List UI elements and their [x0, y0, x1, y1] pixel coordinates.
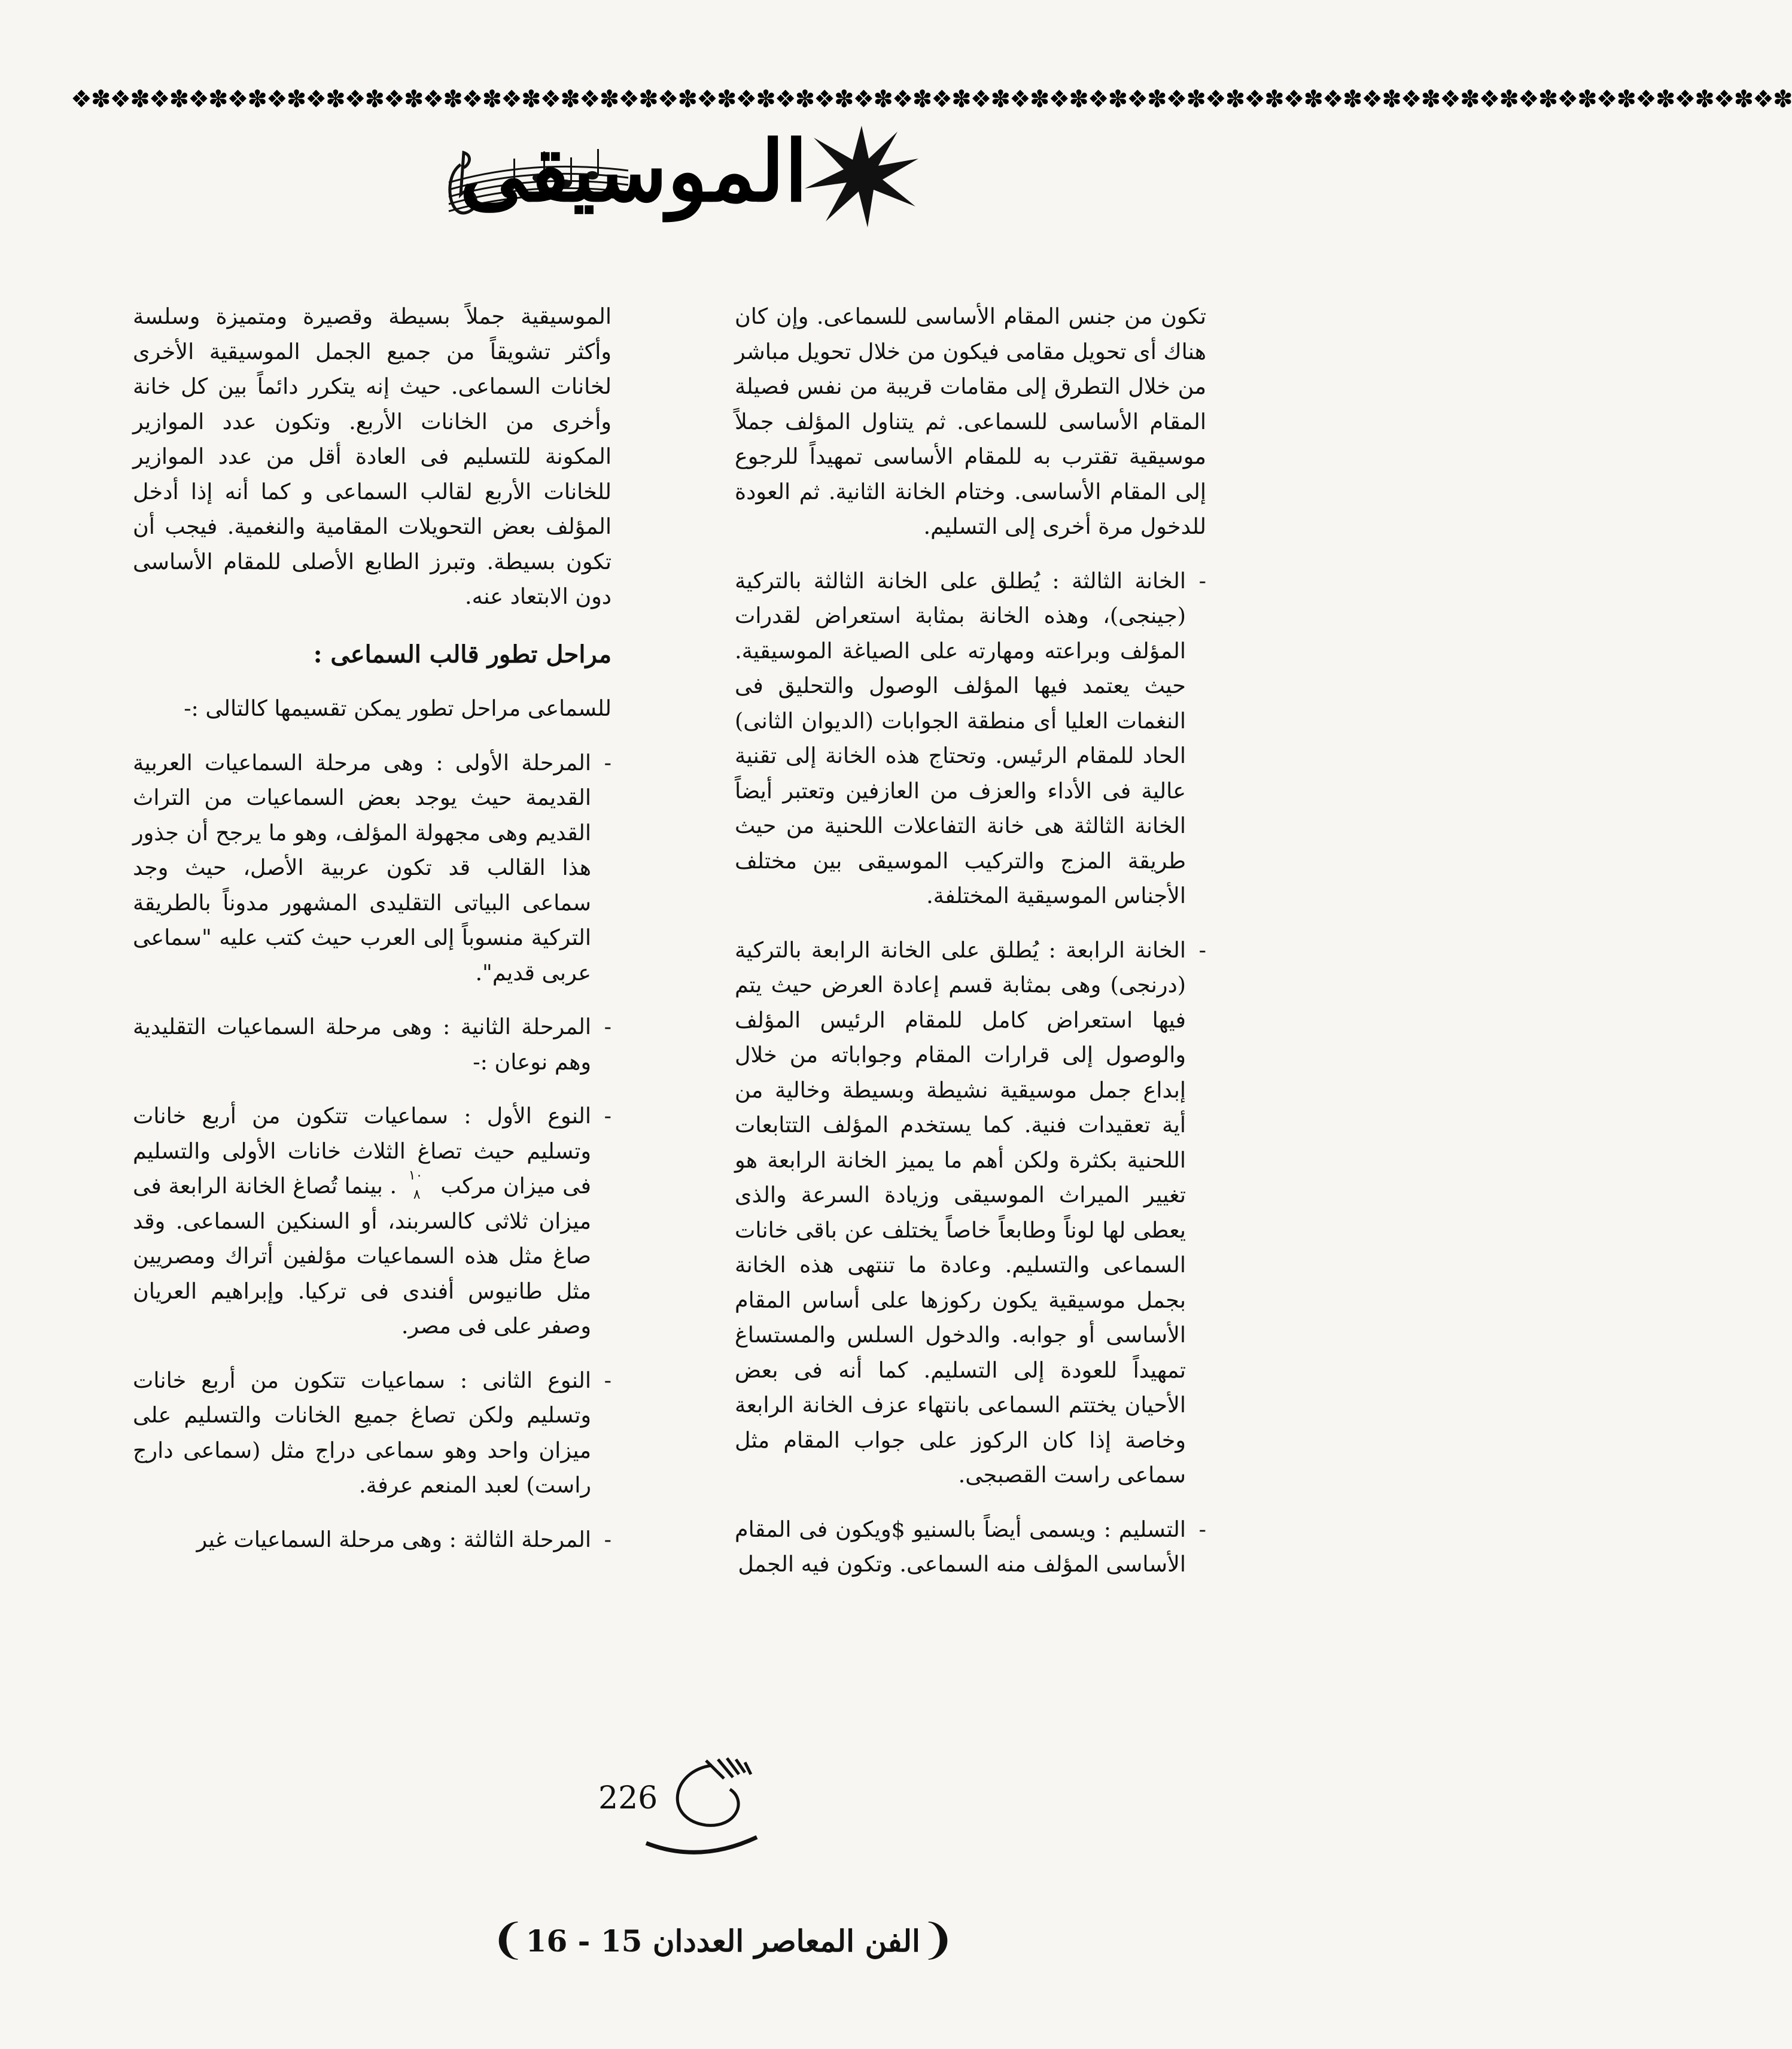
time-signature: [404, 1168, 434, 1203]
stage-two-paragraph: - المرحلة الثانية : وهى مرحلة السماعيات التقليدية وهم نوعان :-: [133, 1010, 611, 1080]
type-one-text-continued: . بينما تُصاغ الخانة الرابعة فى ميزان ثلاثى كالسربند، أو السنكين السماعى. وقد صاغ مثل هذه السماعيات مؤلفين أتراك ومصريين مثل طانيوس أفندى فى تركيا. وإبراهيم العريان وصفر على فى مصر.: [132, 1173, 591, 1339]
paragraph-continuation: تكون من جنس المقام الأساسى للسماعى. وإن كان هناك أى تحويل مقامى فيكون من خلال تحويل مباشر من خلال التطرق إلى مقامات قريبة من نفس فصيلة المقام الأساسى للسماعى. ثم يتناول المؤلف جملاً موسيقية تقترب به للمقام الأساسى تمهيداً للرجوع إلى المقام الأساسى. وختام الخانة الثانية. ثم العودة للدخول مرة أخرى إلى التسليم.: [735, 303, 1206, 539]
type-one-text: النوع الأول : سماعيات تتكون من أربع خانات وتسليم حيث تصاغ الثلاث خانات الأولى والتسليم فى ميزان مركب: [133, 1103, 591, 1199]
time-signature-numerator: ١٠: [408, 1168, 423, 1183]
ornamental-border: ❖✽❖✽❖✽❖✽❖✽❖✽❖✽❖✽❖✽❖✽❖✽❖✽❖✽❖✽❖✽❖✽❖✽❖✽❖✽❖✽❖✽❖✽❖✽❖✽❖✽❖✽❖✽❖✽❖✽❖✽❖✽❖✽❖✽❖✽❖✽❖✽❖✽❖✽❖✽❖✽❖✽❖✽❖✽❖✽: [71, 86, 1792, 113]
page-number: 226: [598, 1780, 658, 1816]
time-signature-denominator: ٨: [413, 1187, 421, 1202]
right-column: [735, 299, 1206, 1582]
type-one-paragraph: [133, 1099, 611, 1344]
stage-one-paragraph: - المرحلة الأولى : وهى مرحلة السماعيات العربية القديمة حيث يوجد بعض السماعيات من التراث القديم وهى مجهولة المؤلف، وهو ما يرجح أن جذور هذا القالب قد تكون عربية الأصل، حيث وجد سماعى البياتى التقليدى المشهور مدوناً بالطريقة التركية منسوباً إلى العرب حيث كتب عليه "سماعى عربى قديم".: [133, 746, 611, 991]
left-bracket-icon: ❩: [491, 1915, 526, 1964]
fourth-section-paragraph: - الخانة الرابعة : يُطلق على الخانة الرابعة بالتركية (درنجى) وهى بمثابة قسم إعادة العرض حيث يتم فيها استعراض كامل للمقام الرئيس المؤلف والوصول إلى قرارات المقام وجواباته من خلال إبداع جمل موسيقية نشيطة وبسيطة وخالية من أية تعقيدات فنية. كما يستخدم المؤلف التتابعات اللحنية بكثرة ولكن أهم ما يميز الخانة الرابعة هو تغيير الميراث الموسيقى وزيادة السرعة والذى يعطى لها لوناً وطابعاً خاصاً يختلف عن باقى خانات السماعى والتسليم. وعادة ما تنتهى هذه الخانة بجمل موسيقية يكون ركوزها على أساس المقام الأساسى أو جوابه. والدخول السلس والمستساغ تمهيداً للعودة إلى التسليم. كما أنه فى بعض الأحيان يختتم السماعى بانتهاء عزف الخانة الرابعة وخاصة إذا كان الركوز على جواب المقام مثل سماعى راست القصبجى.: [735, 933, 1206, 1493]
type-two-paragraph: - النوع الثانى : سماعيات تتكون من أربع خانات وتسليم ولكن تصاغ جميع الخانات والتسليم على ميزان واحد وهو سماعى دراج مثل (سماعى دارج راست) لعبد المنعم عرفة.: [133, 1363, 611, 1503]
taslim-paragraph: - التسليم : ويسمى أيضاً بالسنيو $ويكون فى المقام الأساسى المؤلف منه السماعى. وتكون فيه الجمل: [735, 1512, 1206, 1582]
journal-name: الفن المعاصر العددان 15 - 16: [525, 1923, 920, 1959]
section-title: الموسيقى: [460, 123, 808, 221]
section-header: [419, 111, 897, 236]
stage-three-paragraph: - المرحلة الثالثة : وهى مرحلة السماعيات غير: [133, 1522, 611, 1558]
taslim-continuation: الموسيقية جملاً بسيطة وقصيرة ومتميزة وسلسة وأكثر تشويقاً من جميع الجمل الموسيقية الأخرى لخانات السماعى. حيث إنه يتكرر دائماً بين كل خانة وأخرى من الخانات الأربع. وتكون عدد الموازير المكونة للتسليم فى العادة أقل من عدد الموازير للخانات الأربع لقالب السماعى و كما أنه إذا أدخل المؤلف بعض التحويلات المقامية والنغمية. فيجب أن تكون بسيطة. وتبرز الطابع الأصلى للمقام الأساسى دون الابتعاد عنه.: [133, 303, 611, 609]
star-burst-icon: [802, 123, 921, 230]
journal-issue-line: [491, 1915, 956, 1964]
left-column: [133, 299, 611, 1557]
section-heading: مراحل تطور قالب السماعى :: [313, 640, 611, 668]
stages-intro: للسماعى مراحل تطور يمكن تقسيمها كالتالى :-: [184, 695, 611, 721]
third-section-paragraph: - الخانة الثالثة : يُطلق على الخانة الثالثة بالتركية (جينجى)، وهذه الخانة بمثابة استعراض لقدرات المؤلف وبراعته ومهارته على الصياغة الموسيقية. حيث يعتمد فيها المؤلف الوصول والتحليق فى النغمات العليا أى منطقة الجوابات (الديوان الثانى) الحاد للمقام الرئيس. وتحتاج هذه الخانة إلى تقنية عالية فى الأداء والعزف من العازفين وتعتبر أيضاً الخانة الثالثة هى خانة التفاعلات اللحنية من حيث طريقة المزج والتركيب الموسيقى بين مختلف الأجناس الموسيقية المختلفة.: [735, 564, 1206, 914]
right-bracket-icon: ❨: [920, 1915, 956, 1964]
